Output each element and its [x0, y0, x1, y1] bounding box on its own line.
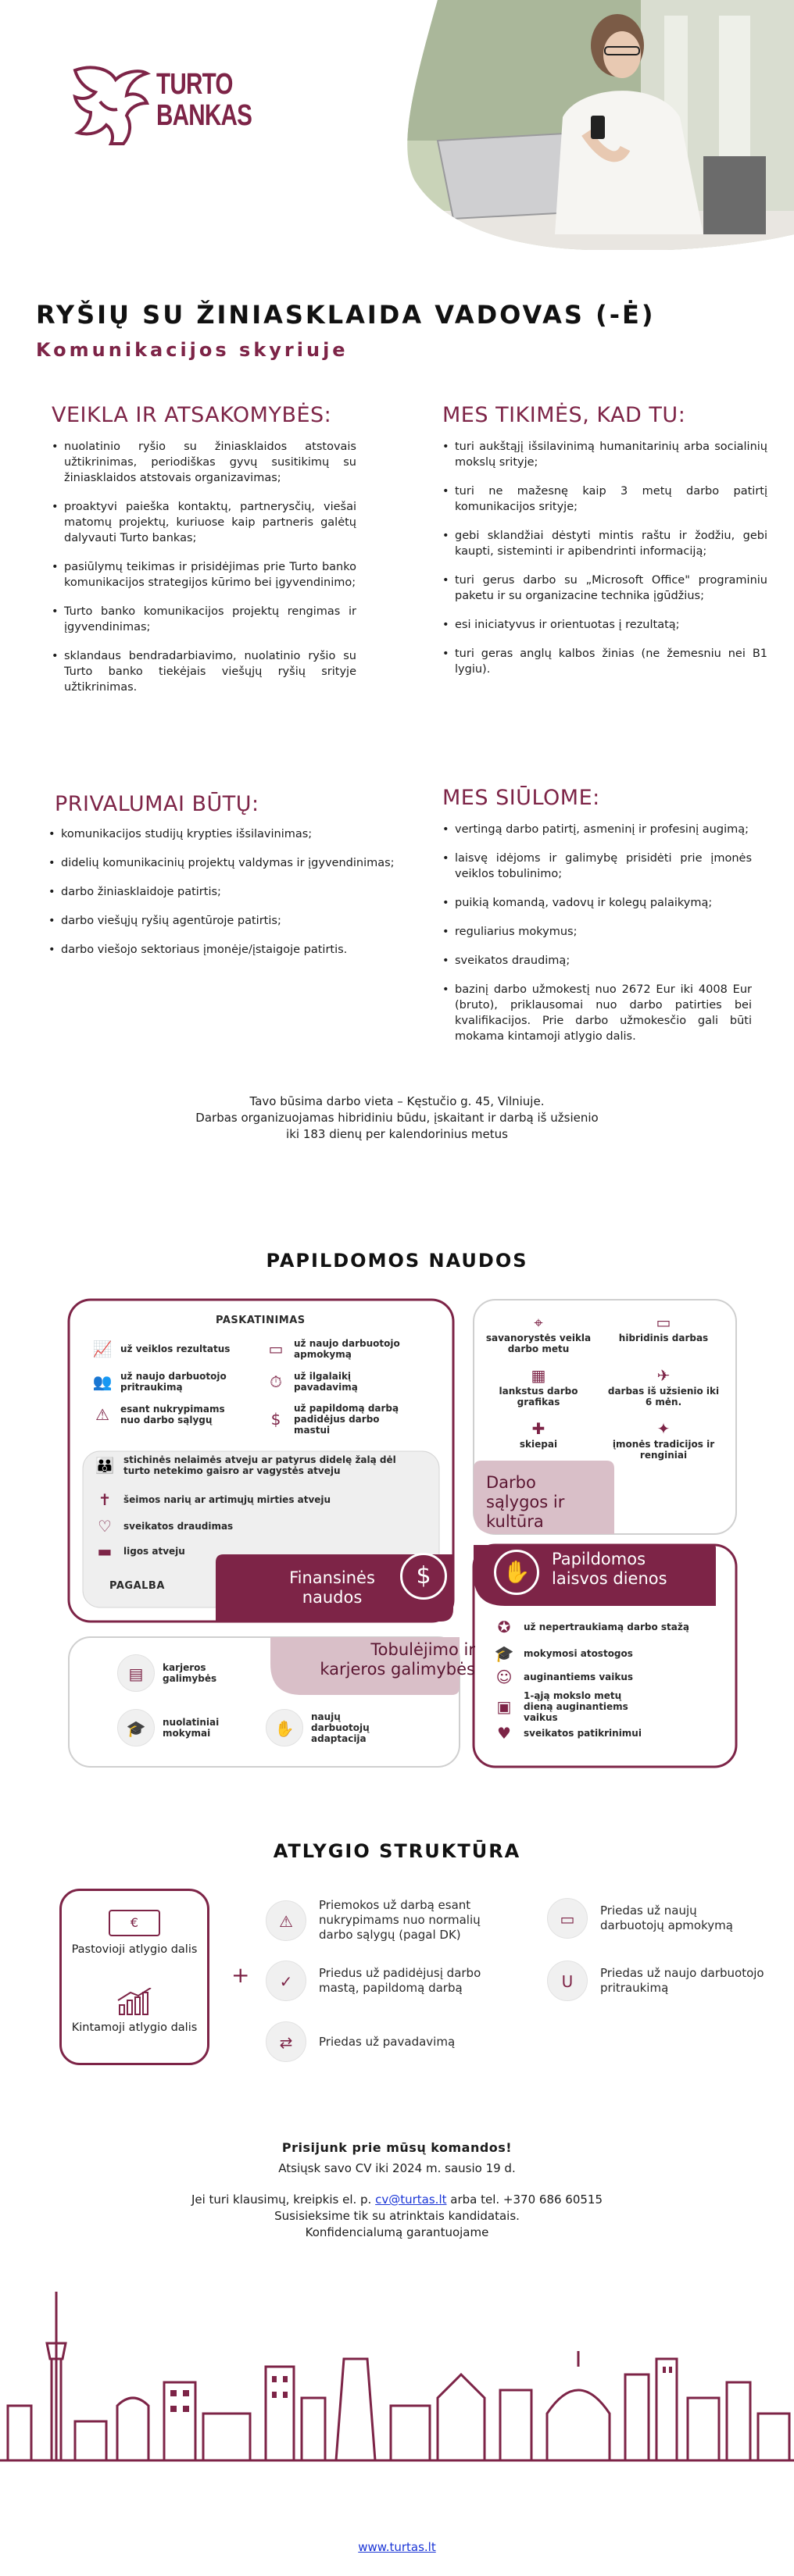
list-item: • puikią komandą, vadovų ir kolegų palaikymą;	[442, 895, 752, 911]
pay-bonus-item	[266, 2021, 483, 2062]
plus-sign: +	[231, 1962, 250, 1988]
advantages-heading: PRIVALUMAI BŪTŲ:	[55, 792, 259, 816]
hands-money-icon: $	[400, 1553, 447, 1600]
incentive-item	[264, 1403, 411, 1436]
list-item: • Turto banko komunikacijos projektų rengimas ir įgyvendinimas;	[52, 604, 356, 635]
benefit-label: savanorystės veikla darbo metu	[485, 1333, 592, 1354]
benefit-label: stichinės nelaimės atveju ar patyrus didelę žalą dėl turto netekimo gaisro ar vagystės atveju	[123, 1454, 396, 1476]
pay-bonus-item	[547, 1961, 764, 2001]
benefit-label: Priedas už naujo darbuotojo pritraukimą	[600, 1966, 764, 1995]
pay-components-box	[59, 1889, 209, 2065]
party-icon: ✦	[656, 1419, 671, 1438]
list-item: • vertingą darbo patirtį, asmeninį ir profesinį augimą;	[442, 822, 752, 837]
benefit-label: už papildomą darbą padidėjus darbo mastui	[294, 1403, 399, 1436]
duties-heading: VEIKLA IR ATSAKOMYBĖS:	[52, 403, 332, 427]
list-item: • turi aukštąjį išsilavinimą humanitarinių arba socialinių mokslų srityje;	[442, 439, 767, 470]
benefit-label: Priedas už pavadavimą	[319, 2034, 456, 2049]
leave-item	[494, 1667, 711, 1687]
list-item: • proaktyvi paieška kontaktų, partnerysčių, viešai matomų projektų, kuriuose kaip partneris galėtų dalyvauti Turto bankas;	[52, 499, 356, 546]
growth-bars-icon	[116, 1988, 152, 2016]
condition-item	[480, 1365, 597, 1408]
condition-item	[605, 1312, 722, 1343]
tombstone-icon: ✝	[98, 1490, 112, 1509]
conditions-tag: Darbo sąlygos ir kultūra	[486, 1473, 565, 1531]
list-item: • sklandaus bendradarbiavimo, nuolatinio ryšio su Turto banko tiekėjais viešųjų ryšių srityje užtikrinimas.	[52, 648, 356, 695]
offer-heading: MES SIŪLOME:	[442, 786, 600, 810]
check-circle-icon: ✓	[266, 1961, 306, 2001]
list-item: • turi gerus darbo su „Microsoft Office" programiniu paketu ir su organizacine technika įgūdžius;	[442, 573, 767, 604]
list-item: • turi ne mažesnę kaip 3 metų darbo patirtį komunikacijos srityje;	[442, 483, 767, 515]
child-icon: ☺	[495, 1668, 513, 1686]
school-bag-icon: ▣	[496, 1697, 512, 1716]
benefit-label: už veiklos rezultatus	[120, 1343, 231, 1354]
graduation-cap-icon: 🎓	[117, 1709, 155, 1746]
list-item: • komunikacijos studijų krypties išsilavinimas;	[48, 826, 424, 842]
growth-grid	[117, 1654, 445, 1756]
benefit-label: naujų darbuotojų adaptacija	[311, 1711, 370, 1744]
footer	[0, 2540, 794, 2554]
benefit-label: hibridinis darbas	[618, 1333, 709, 1343]
benefit-label: įmonės tradicijos ir renginiai	[612, 1439, 715, 1461]
work-location-note: Tavo būsima darbo vieta – Kęstučio g. 45, Vilniuje. Darbas organizuojamas hibridiniu būdu, įskaitant ir darbą iš užsienio iki 183 dienų per kalendorinius metus	[195, 1094, 599, 1141]
list-item: • didelių komunikacinių projektų valdymas ir įgyvendinimas;	[48, 855, 424, 871]
incentive-item	[264, 1337, 411, 1361]
incentive-item	[91, 1337, 238, 1361]
leave-item	[494, 1643, 711, 1664]
list-item: • reguliarius mokymus;	[442, 924, 752, 940]
list-item: • darbo viešųjų ryšių agentūroje patirtis;	[48, 913, 424, 929]
handshake-icon: ✋	[266, 1709, 303, 1746]
pay-bonus-item	[266, 1961, 483, 2001]
list-item: • laisvę idėjoms ir galimybę prisidėti prie įmonės veiklos tobulinimo;	[442, 851, 752, 882]
stopwatch-icon: ⏱	[270, 1372, 282, 1391]
expectations-list	[442, 439, 767, 690]
handshake-circle-icon: ✋	[494, 1550, 539, 1595]
presentation-icon: ▭	[547, 1898, 588, 1939]
leave-item	[494, 1690, 649, 1723]
benefit-label: Priedus už padidėjusį darbo mastą, papildomą darbą	[319, 1966, 481, 1995]
list-item: • esi iniciatyvus ir orientuotas į rezultatą;	[442, 617, 767, 633]
benefit-label: už ilgalaikį pavadavimą	[294, 1371, 358, 1393]
growth-item	[117, 1709, 249, 1746]
heart-shield-icon: ♡	[98, 1517, 112, 1536]
extra-benefits-heading: PAPILDOMOS NAUDOS	[266, 1250, 528, 1272]
confidentiality-note: Konfidencialumą garantuojame	[305, 2225, 489, 2239]
benefit-label: 1-ąją mokslo metų dieną auginantiems vaikus	[524, 1690, 628, 1723]
cone-warning-icon: ⚠	[95, 1405, 109, 1424]
leave-item	[494, 1617, 711, 1637]
growth-item	[266, 1709, 397, 1746]
hero-photo-woman-with-phone	[406, 0, 794, 250]
logo-wordmark: TURTO BANKAS	[156, 68, 252, 132]
join-heading: Prisijunk prie mūsų komandos!	[281, 2140, 513, 2155]
condition-item	[480, 1418, 597, 1450]
contact-line: Jei turi klausimų, kreipkis el. p. cv@turtas.lt arba tel. +370 686 60515	[191, 2192, 603, 2207]
department-subtitle: Komunikacijos skyriuje	[36, 339, 349, 361]
benefit-label: šeimos narių ar artimųjų mirties atveju	[123, 1494, 331, 1505]
benefit-label: Priedas už naujų darbuotojų apmokymą	[600, 1903, 733, 1932]
expectations-heading: MES TIKIMĖS, KAD TU:	[442, 403, 686, 427]
benefit-label: už nepertraukiamą darbo stažą	[524, 1622, 689, 1632]
parking-icon: ✚	[531, 1419, 545, 1438]
mortarboard-icon: 🎓	[494, 1644, 514, 1663]
advantages-list	[48, 826, 424, 971]
list-item: • darbo žiniasklaidoje patirtis;	[48, 884, 424, 900]
growth-chart-icon: 📈	[92, 1340, 113, 1358]
compensation-heading: ATLYGIO STRUKTŪRA	[273, 1840, 521, 1862]
duties-list	[52, 439, 356, 708]
support-item	[94, 1540, 358, 1562]
vilnius-skyline-illustration	[0, 2289, 794, 2468]
growth-item	[117, 1654, 249, 1692]
website-link[interactable]: www.turtas.lt	[358, 2540, 436, 2554]
incentive-item	[91, 1403, 238, 1426]
incentives-heading: PASKATINIMAS	[216, 1315, 306, 1326]
condition-item	[480, 1312, 597, 1354]
support-item	[94, 1489, 358, 1511]
laptop-icon: ▭	[656, 1313, 671, 1332]
support-item	[94, 1454, 420, 1476]
benefit-label: už naujo darbuotojo apmokymą	[294, 1338, 400, 1360]
variable-pay-label: Kintamoji atlygio dalis	[71, 2021, 198, 2034]
incentive-item	[91, 1370, 238, 1393]
condition-item	[605, 1365, 722, 1408]
cv-deadline: Atsiųsk savo CV iki 2024 m. sausio 19 d.	[278, 2161, 516, 2175]
calendar-icon: ▦	[531, 1366, 546, 1385]
benefit-label: skiepai	[519, 1439, 558, 1450]
offer-list	[442, 822, 752, 1058]
globe-plane-icon: ✈	[656, 1366, 671, 1385]
pulse-heart-icon: ♥	[497, 1724, 511, 1743]
benefit-label: Priemokos už darbą esant nukrypimams nuo normalių darbo sąlygų (pagal DK)	[319, 1898, 481, 1942]
benefit-label: auginantiems vaikus	[524, 1672, 634, 1682]
list-item: • gebi sklandžiai dėstyti mintis raštu ir žodžiu, gebi kaupti, sisteminti ir apibendrinti informaciją;	[442, 528, 767, 559]
fixed-pay-label: Pastovioji atlygio dalis	[71, 1943, 198, 1956]
magnet-icon: U	[547, 1961, 588, 2001]
cone-hand-icon: ⚠	[266, 1900, 306, 1941]
briefcase-icon: ▤	[117, 1654, 155, 1692]
support-item	[94, 1515, 358, 1537]
job-title: RYŠIŲ SU ŽINIASKLAIDA VADOVAS (-Ė)	[36, 300, 656, 330]
financial-benefits-tag: Finansinės naudos	[289, 1568, 375, 1607]
list-item: • darbo viešojo sektoriaus įmonėje/įstaigoje patirtis.	[48, 942, 424, 958]
bed-icon: ▬	[97, 1542, 113, 1561]
incentive-item	[264, 1370, 411, 1393]
list-item: • bazinį darbo užmokestį nuo 2672 Eur iki 4008 Eur (bruto), priklausomai nuo darbo patirties bei kvalifikacijos. Prie darbo užmokesčio gali būti mokama kintamoji atlygio dalis.	[442, 982, 752, 1044]
condition-item	[605, 1418, 722, 1461]
benefit-label: lankstus darbo grafikas	[499, 1386, 578, 1408]
variable-pay-items	[266, 1898, 781, 2078]
pay-bonus-item	[547, 1898, 764, 1939]
benefit-label: sveikatos patikrinimui	[524, 1728, 642, 1739]
benefit-label: esant nukrypimams nuo darbo sąlygų	[120, 1404, 225, 1425]
selection-note: Susisieksime tik su atrinktais kandidatais.	[274, 2209, 520, 2223]
substitute-icon: ⇄	[266, 2021, 306, 2062]
presentation-board-icon: ▭	[268, 1340, 284, 1358]
leave-item	[494, 1723, 711, 1743]
benefit-label: darbas iš užsienio iki 6 mėn.	[607, 1386, 720, 1408]
hands-money-icon: $	[270, 1410, 281, 1429]
pay-bonus-item	[266, 1898, 506, 1943]
leave-tag: Papildomos laisvos dienos	[552, 1550, 667, 1588]
list-item: • pasiūlymų teikimas ir prisidėjimas prie Turto banko komunikacijos strategijos kūrimo bei įgyvendinimo;	[52, 559, 356, 590]
benefit-label: sveikatos draudimas	[123, 1521, 234, 1532]
benefit-label: karjeros galimybės	[163, 1662, 217, 1684]
email-link[interactable]: cv@turtas.lt	[375, 2192, 447, 2207]
benefit-label: mokymosi atostogos	[524, 1648, 633, 1659]
people-injury-icon: 👪	[95, 1456, 115, 1475]
list-item: • sveikatos draudimą;	[442, 953, 752, 969]
support-heading: PAGALBA	[109, 1580, 165, 1592]
benefit-label: nuolatiniai mokymai	[163, 1717, 220, 1739]
star-medal-icon: ✪	[497, 1618, 511, 1636]
list-item: • nuolatinio ryšio su žiniasklaidos atstovais užtikrinimas, periodiškas gyvų susitikimų su žiniasklaidos atstovais organizavimas;	[52, 439, 356, 486]
list-item: • turi geras anglų kalbos žinias (ne žemesniu nei B1 lygiu).	[442, 646, 767, 677]
location-people-icon: ⌖	[534, 1313, 543, 1332]
banknote-icon: €	[109, 1910, 160, 1936]
benefit-label: ligos atveju	[123, 1546, 185, 1557]
benefit-label: už naujo darbuotojo pritraukimą	[120, 1371, 227, 1393]
growth-tag: Tobulėjimo ir karjeros galimybės	[320, 1640, 475, 1679]
referral-people-icon: 👥	[92, 1372, 113, 1391]
